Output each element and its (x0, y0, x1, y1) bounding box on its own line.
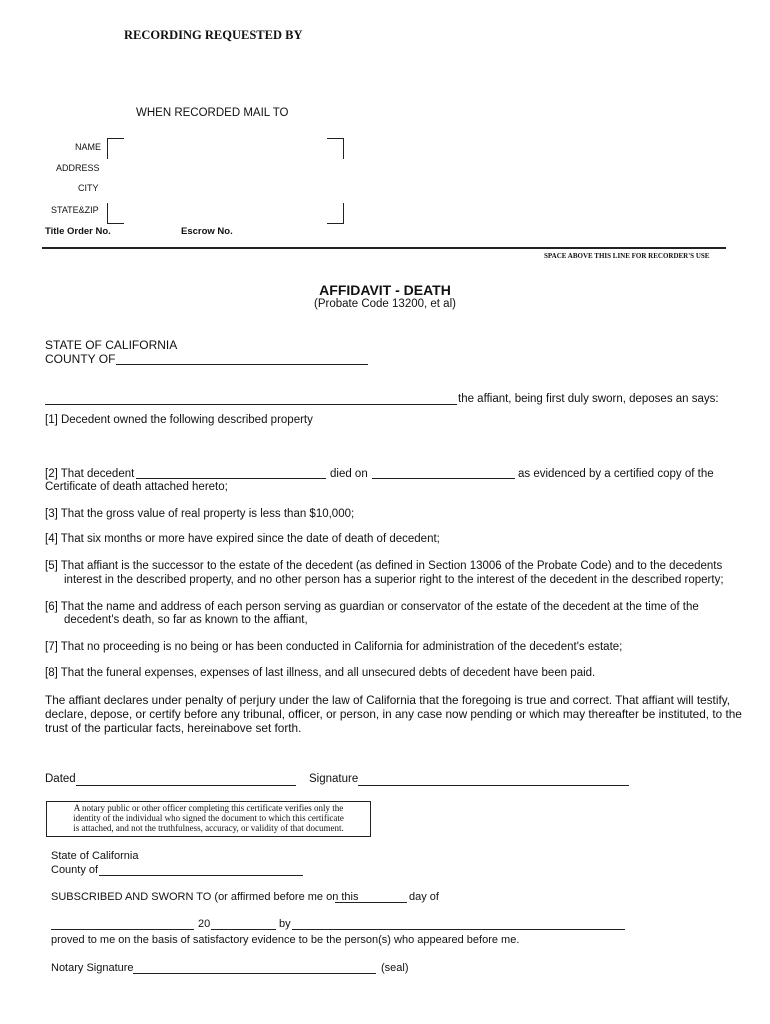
item-2-evidence: as evidenced by a certified copy of the (518, 468, 714, 480)
declaration-line-1: The affiant declares under penalty of perjury under the law of California that the foregoing is true and correct. That affiant will testify, (45, 693, 731, 707)
notary-county-blank[interactable] (99, 875, 303, 876)
address-label: ADDRESS (56, 163, 100, 173)
affiant-statement: the affiant, being first duly sworn, deposes an says: (458, 393, 719, 405)
venue-state: STATE OF CALIFORNIA (45, 338, 178, 352)
item-6-line-1: [6] That the name and address of each person serving as guardian or conservator of the estate of the decedent at the time of the (45, 601, 699, 613)
signature-blank[interactable] (358, 785, 629, 786)
notary-signature-label: Notary Signature (51, 962, 134, 974)
item-2-certificate: Certificate of death attached hereto; (45, 481, 228, 493)
item-5-line-1: [5] That affiant is the successor to the estate of the decedent (as defined in Section 13006 of the Probate Code) and to the decedents (45, 560, 723, 572)
county-blank[interactable] (116, 364, 368, 365)
item-3: [3] That the gross value of real property is less than $10,000; (45, 508, 355, 520)
decedent-name-blank[interactable] (136, 478, 326, 479)
declaration-line-2: declare, depose, or certify before any tribunal, officer, or person, in any case now pending or which may thereafter be instituted, to the (45, 707, 742, 721)
when-recorded-mail-to: WHEN RECORDED MAIL TO (136, 107, 289, 119)
city-label: CITY (78, 183, 99, 193)
recorder-divider (42, 247, 726, 249)
day-of-label: day of (409, 891, 439, 903)
notary-box-line-2: identity of the individual who signed the document to which this certificate (73, 813, 344, 823)
notary-county: County of (51, 864, 99, 876)
recorder-space-note: SPACE ABOVE THIS LINE FOR RECORDER'S USE (544, 252, 710, 260)
address-window-corner-br (327, 203, 344, 224)
item-6-line-2: decedent's death, so far as known to the affiant, (64, 614, 308, 626)
name-label: NAME (75, 142, 102, 152)
item-1: [1] Decedent owned the following described property (45, 414, 313, 426)
declaration-line-3: trust of the particular facts, hereinabove set forth. (45, 721, 302, 735)
item-2-prefix: [2] That decedent (45, 468, 135, 480)
item-5-line-2: interest in the described property, and no other person has a superior right to the interest of the decedent in the described roperty; (64, 574, 724, 586)
subscribed-sworn: SUBSCRIBED AND SWORN TO (or affirmed before me on this (51, 891, 359, 903)
notary-box-line-3: is attached, and not the truthfulness, accuracy, or validity of that document. (73, 823, 344, 833)
venue-county: COUNTY OF (45, 352, 116, 366)
month-blank[interactable] (51, 929, 194, 930)
item-8: [8] That the funeral expenses, expenses of last illness, and all unsecured debts of decedent have been paid. (45, 667, 596, 679)
address-window-corner-tl (107, 138, 124, 159)
item-4: [4] That six months or more have expired since the date of death of decedent; (45, 533, 440, 545)
item-2-died-on: died on (330, 468, 368, 480)
proved-statement: proved to me on the basis of satisfactory evidence to be the person(s) who appeared before me. (51, 934, 520, 946)
document-title: AFFIDAVIT - DEATH (319, 282, 451, 298)
year-blank[interactable] (211, 929, 276, 930)
title-order-no: Title Order No. (45, 226, 111, 237)
address-window-corner-bl (107, 203, 124, 224)
dated-label: Dated (45, 773, 76, 785)
affiant-name-blank[interactable] (45, 404, 457, 405)
state-zip-label: STATE&ZIP (51, 205, 99, 215)
seal-label: (seal) (381, 962, 409, 974)
notary-box-line-1: A notary public or other officer completing this certificate verifies only the (73, 803, 344, 813)
date-of-death-blank[interactable] (372, 478, 515, 479)
notary-state: State of California (51, 850, 139, 862)
item-7: [7] That no proceeding is no being or has been conducted in California for administration of the decedent's estate; (45, 641, 623, 653)
address-window-corner-tr (327, 138, 344, 159)
notary-signature-blank[interactable] (133, 973, 376, 974)
recording-requested-by: RECORDING REQUESTED BY (124, 28, 303, 42)
by-label: by (279, 918, 291, 930)
by-name-blank[interactable] (292, 929, 625, 930)
day-blank[interactable] (335, 902, 407, 903)
year-prefix: 20 (198, 918, 211, 930)
escrow-no: Escrow No. (181, 226, 233, 237)
dated-blank[interactable] (76, 785, 296, 786)
document-subtitle: (Probate Code 13200, et al) (314, 298, 456, 310)
signature-label: Signature (309, 773, 359, 785)
